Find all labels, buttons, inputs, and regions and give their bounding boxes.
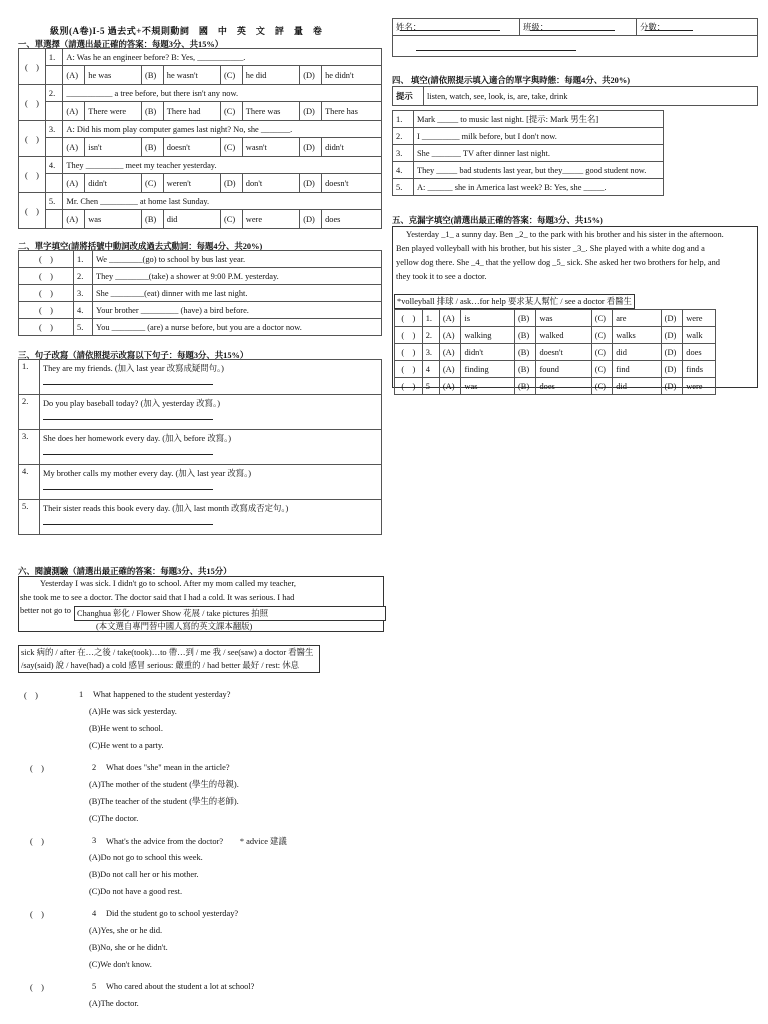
option-letter: (D) bbox=[661, 310, 683, 327]
question-number: 2. bbox=[45, 85, 63, 102]
question-number: 2. bbox=[393, 128, 414, 145]
section2-heading: 二、單字填空(請將括號中動詞改成過去式動詞：每題4分、共20%) bbox=[18, 242, 263, 251]
question-row bbox=[19, 268, 382, 285]
question-number: 1. bbox=[393, 111, 414, 128]
question-text: Mark _____ to music last night. [提示: Mark 男生名] bbox=[414, 111, 664, 128]
question-row bbox=[19, 193, 382, 210]
option-letter: (C) bbox=[220, 138, 242, 157]
option-text[interactable]: he did bbox=[242, 66, 299, 85]
section6-heading: 六、閱讀測驗（請選出最正確的答案：每題3分、共15分） bbox=[18, 567, 232, 576]
option-letter: (B) bbox=[515, 327, 536, 344]
section5-heading: 五、克漏字填空(請選出最正確的答案：每題3分、共15%) bbox=[392, 216, 603, 225]
question-number: 3. bbox=[393, 145, 414, 162]
section1-heading: 一、單選擇（請選出最正確的答案：每題3分、共15%） bbox=[18, 40, 224, 49]
score-label: 分數： bbox=[637, 19, 758, 36]
answer-paren[interactable]: ( ) bbox=[30, 763, 44, 773]
section3-table bbox=[18, 359, 382, 535]
question-row bbox=[19, 360, 382, 395]
option-letter: (C) bbox=[591, 310, 612, 327]
answer-paren[interactable]: ( ) bbox=[19, 302, 74, 319]
question-cell bbox=[40, 465, 382, 500]
section3-heading: 三、句子改寫（請依照提示改寫以下句子：每題3分、共15%） bbox=[18, 351, 249, 360]
question-number: 5. bbox=[19, 500, 40, 535]
section4-table bbox=[392, 110, 664, 196]
option-text[interactable]: finding bbox=[461, 361, 515, 378]
answer-paren[interactable]: ( ) bbox=[395, 327, 423, 344]
answer-option[interactable]: (A)He was sick yesterday. bbox=[89, 707, 177, 716]
option-text[interactable]: does bbox=[536, 378, 591, 395]
answer-line[interactable] bbox=[43, 479, 213, 490]
question-number: 3. bbox=[45, 121, 63, 138]
answer-paren[interactable]: ( ) bbox=[30, 836, 44, 846]
cloze-passage bbox=[396, 228, 756, 284]
option-text[interactable]: did bbox=[613, 344, 661, 361]
class-line bbox=[530, 18, 615, 31]
options-row bbox=[19, 174, 382, 193]
question-row bbox=[19, 319, 382, 336]
option-text[interactable]: he wasn't bbox=[163, 66, 220, 85]
option-text[interactable]: walk bbox=[683, 327, 716, 344]
passage-line: better not go to bbox=[20, 606, 71, 615]
question-text: My brother calls my mother every day. (加入 last year 改寫。) bbox=[43, 469, 252, 478]
answer-line[interactable] bbox=[43, 444, 213, 455]
option-letter: (A) bbox=[63, 66, 85, 85]
section1-table bbox=[18, 48, 382, 229]
option-letter: (D) bbox=[300, 210, 322, 229]
credit-note: (本文選自專門替中國人寫的英文課本翻版) bbox=[96, 622, 253, 631]
vocab-line: sick 病的 / after 在…之後 / take(took)…to 帶…到 / me 我 / see(saw) a doctor 看醫生 bbox=[21, 648, 314, 657]
option-text[interactable]: he didn't bbox=[322, 66, 382, 85]
question-text: Do you play baseball today? (加入 yesterday 改寫。) bbox=[43, 399, 220, 408]
question-number: 1. bbox=[45, 49, 63, 66]
question-row bbox=[395, 378, 716, 395]
question-row bbox=[393, 162, 664, 179]
option-letter: (B) bbox=[515, 361, 536, 378]
question-row bbox=[19, 395, 382, 430]
spacer-cell bbox=[45, 174, 63, 193]
question-number: 4 bbox=[422, 361, 439, 378]
reading-question bbox=[18, 759, 378, 827]
question-number: 5. bbox=[45, 193, 63, 210]
question-row bbox=[395, 310, 716, 327]
question-number: 2. bbox=[422, 327, 439, 344]
question-text: They _____ bad students last year, but they_____ good student now. bbox=[414, 162, 664, 179]
question-row bbox=[19, 157, 382, 174]
option-letter: (B) bbox=[515, 378, 536, 395]
question-text: I _________ milk before, but I don't now. bbox=[414, 128, 664, 145]
answer-option[interactable]: (B)No, she or he didn't. bbox=[89, 943, 168, 952]
option-letter: (A) bbox=[439, 378, 461, 395]
question-text: We ________(go) to school by bus last year. bbox=[93, 251, 382, 268]
option-text[interactable]: find bbox=[613, 361, 661, 378]
option-text[interactable]: did bbox=[163, 210, 220, 229]
question-number: 5. bbox=[74, 319, 93, 336]
option-letter: (B) bbox=[142, 138, 164, 157]
question-number: 5. bbox=[393, 179, 414, 196]
option-text[interactable]: There had bbox=[163, 102, 220, 121]
reading-questions bbox=[18, 686, 378, 1017]
option-text[interactable]: There was bbox=[242, 102, 299, 121]
answer-option[interactable]: (C)Do not have a good rest. bbox=[89, 887, 183, 896]
question-row bbox=[19, 49, 382, 66]
answer-paren[interactable]: ( ) bbox=[19, 251, 74, 268]
question-text: A: ______ she in America last week? B: Yes, she _____. bbox=[414, 179, 664, 196]
spacer-cell bbox=[45, 66, 63, 85]
question-row bbox=[19, 302, 382, 319]
question-row bbox=[19, 121, 382, 138]
question-number: 4. bbox=[393, 162, 414, 179]
option-text[interactable]: walked bbox=[536, 327, 591, 344]
answer-paren[interactable]: ( ) bbox=[30, 982, 44, 992]
question-text: Their sister reads this book every day. (加入 last month 改寫成否定句。) bbox=[43, 504, 289, 513]
answer-paren[interactable]: ( ) bbox=[19, 157, 46, 193]
answer-paren[interactable]: ( ) bbox=[24, 690, 38, 700]
option-text[interactable]: wasn't bbox=[242, 138, 299, 157]
vocab-line: /say(said) 說 / have(had) a cold 感冒 serious: 嚴重的 / had better 最好 / rest: 休息 bbox=[21, 661, 299, 670]
answer-option[interactable]: (A)The doctor. bbox=[89, 999, 139, 1008]
option-text[interactable]: are bbox=[613, 310, 661, 327]
option-letter: (A) bbox=[63, 174, 85, 193]
answer-option[interactable]: (A)The mother of the student (學生的母親). bbox=[89, 780, 239, 789]
option-text[interactable]: There were bbox=[85, 102, 142, 121]
question-row bbox=[19, 285, 382, 302]
answer-paren[interactable]: ( ) bbox=[395, 310, 423, 327]
option-letter: (D) bbox=[300, 102, 322, 121]
passage-line: she took me to see a doctor. The doctor said that I had a cold. It was serious. I had bbox=[20, 592, 295, 602]
question-line bbox=[18, 832, 378, 849]
question-row bbox=[19, 500, 382, 535]
question-number: 2. bbox=[19, 395, 40, 430]
question-text: What does "she" mean in the article? bbox=[106, 763, 230, 772]
question-text: They _________ meet my teacher yesterday. bbox=[63, 157, 382, 174]
options-row bbox=[19, 102, 382, 121]
question-row bbox=[19, 85, 382, 102]
question-row bbox=[393, 145, 664, 162]
option-letter: (D) bbox=[300, 138, 322, 157]
question-row bbox=[19, 251, 382, 268]
class-label: 班級： bbox=[520, 19, 637, 36]
passage-line: yellow dog there. She _4_ that the yellow dog _5_ sick. She asked her two brothers for help, and bbox=[396, 258, 720, 267]
question-cell bbox=[40, 360, 382, 395]
question-cell bbox=[40, 430, 382, 465]
question-text: She ________(eat) dinner with me last night. bbox=[93, 285, 382, 302]
answer-option[interactable]: (B)He went to school. bbox=[89, 724, 163, 733]
option-text[interactable]: does bbox=[683, 344, 716, 361]
answer-line[interactable] bbox=[43, 514, 213, 525]
reading-question bbox=[18, 978, 378, 1012]
answer-paren[interactable]: ( ) bbox=[19, 85, 46, 121]
answer-option[interactable]: (C)The doctor. bbox=[89, 814, 139, 823]
option-letter: (C) bbox=[591, 344, 612, 361]
answer-paren[interactable]: ( ) bbox=[30, 909, 44, 919]
question-line bbox=[18, 759, 378, 776]
option-text[interactable]: didn't bbox=[461, 344, 515, 361]
question-text: What happened to the student yesterday? bbox=[93, 690, 231, 699]
option-letter: (D) bbox=[661, 344, 683, 361]
option-letter: (D) bbox=[661, 378, 683, 395]
answer-paren[interactable]: ( ) bbox=[19, 193, 46, 229]
option-letter: (D) bbox=[661, 361, 683, 378]
question-number: 5 bbox=[92, 982, 97, 991]
question-number: 4. bbox=[74, 302, 93, 319]
spacer-cell bbox=[45, 210, 63, 229]
question-number: 4. bbox=[45, 157, 63, 174]
option-letter: (C) bbox=[220, 66, 242, 85]
question-cell bbox=[40, 395, 382, 430]
question-cell bbox=[40, 500, 382, 535]
question-line bbox=[18, 905, 378, 922]
option-letter: (B) bbox=[142, 66, 164, 85]
option-text[interactable]: weren't bbox=[163, 174, 220, 193]
credit-box: Changhua 彰化 / Flower Show 花展 / take pictures 拍照 bbox=[74, 606, 386, 621]
option-text[interactable]: didn't bbox=[85, 174, 142, 193]
question-number: 5 bbox=[422, 378, 439, 395]
option-letter: (C) bbox=[591, 378, 612, 395]
option-text[interactable]: walks bbox=[613, 327, 661, 344]
option-letter: (B) bbox=[515, 344, 536, 361]
option-letter: (B) bbox=[142, 210, 164, 229]
option-text[interactable]: were bbox=[683, 378, 716, 395]
options-row bbox=[19, 138, 382, 157]
question-number: 1. bbox=[74, 251, 93, 268]
cloze-vocab: *volleyball 排球 / ask…for help 要求某人幫忙 / see a doctor 看醫生 bbox=[394, 294, 635, 309]
option-text[interactable]: There has bbox=[322, 102, 382, 121]
answer-paren[interactable]: ( ) bbox=[19, 285, 74, 302]
answer-paren[interactable]: ( ) bbox=[395, 344, 423, 361]
option-letter: (B) bbox=[142, 102, 164, 121]
option-letter: (C) bbox=[591, 327, 612, 344]
option-text[interactable]: was bbox=[536, 310, 591, 327]
question-number: 4 bbox=[92, 909, 97, 918]
question-text: Mr. Chen _________ at home last Sunday. bbox=[63, 193, 382, 210]
answer-option[interactable]: (C)We don't know. bbox=[89, 960, 152, 969]
question-text: They are my friends. (加入 last year 改寫成疑問句。) bbox=[43, 364, 224, 373]
answer-paren[interactable]: ( ) bbox=[19, 268, 74, 285]
options-row bbox=[19, 66, 382, 85]
hint-table bbox=[392, 86, 758, 106]
section5-table bbox=[394, 309, 716, 395]
option-letter: (A) bbox=[63, 138, 85, 157]
options-row bbox=[19, 210, 382, 229]
option-letter: (B) bbox=[515, 310, 536, 327]
question-number: 2 bbox=[92, 763, 97, 772]
option-text[interactable]: found bbox=[536, 361, 591, 378]
question-row bbox=[395, 344, 716, 361]
question-number: 3. bbox=[74, 285, 93, 302]
question-number: 3 bbox=[92, 836, 97, 845]
question-text: Did the student go to school yesterday? bbox=[106, 909, 239, 918]
hint-label: 提示 bbox=[393, 87, 424, 106]
option-letter: (A) bbox=[439, 361, 461, 378]
question-line bbox=[18, 686, 378, 703]
passage-line: Yesterday _1_ a sunny day. Ben _2_ to the park with his brother and his sister in the afternoon. bbox=[406, 230, 724, 239]
option-text[interactable]: doesn't bbox=[163, 138, 220, 157]
question-text: She _______ TV after dinner last night. bbox=[414, 145, 664, 162]
answer-option[interactable]: (A)Yes, she or he did. bbox=[89, 926, 163, 935]
question-number: 1. bbox=[19, 360, 40, 395]
question-row bbox=[393, 111, 664, 128]
option-text[interactable]: doesn't bbox=[322, 174, 382, 193]
question-row bbox=[395, 327, 716, 344]
name-line bbox=[400, 18, 500, 31]
question-text: ___________ a tree before, but there isn't any now. bbox=[63, 85, 382, 102]
option-text[interactable]: walking bbox=[461, 327, 515, 344]
answer-option[interactable]: (B)The teacher of the student (學生的老師). bbox=[89, 797, 239, 806]
question-number: 1 bbox=[79, 690, 84, 699]
answer-option[interactable]: (B)Do not call her or his mother. bbox=[89, 870, 199, 879]
question-text: They ________(take) a shower at 9:00 P.M. yesterday. bbox=[93, 268, 382, 285]
question-number: 3. bbox=[19, 430, 40, 465]
answer-option[interactable]: (C)He went to a party. bbox=[89, 741, 164, 750]
answer-paren[interactable]: ( ) bbox=[19, 121, 46, 157]
passage-line: they took it to see a doctor. bbox=[396, 272, 487, 281]
answer-line[interactable] bbox=[43, 374, 213, 385]
option-text[interactable]: was bbox=[461, 378, 515, 395]
option-letter: (D) bbox=[300, 174, 322, 193]
question-number: 2. bbox=[74, 268, 93, 285]
score-line bbox=[645, 18, 693, 31]
question-number: 1. bbox=[422, 310, 439, 327]
question-row bbox=[393, 128, 664, 145]
question-number: 3. bbox=[422, 344, 439, 361]
option-text[interactable]: were bbox=[683, 310, 716, 327]
exam-title: 級別(A卷)I-5 過去式+不規則動詞 國 中 英 文 評 量 卷 bbox=[50, 26, 323, 36]
reading-question bbox=[18, 832, 378, 900]
question-text: Who cared about the student a lot at school? bbox=[106, 982, 255, 991]
answer-paren[interactable]: ( ) bbox=[395, 378, 423, 395]
option-text[interactable]: didn't bbox=[322, 138, 382, 157]
passage-line: Ben played volleyball with his brother, but his sister _3_. She played with a white dog and a bbox=[396, 244, 705, 253]
option-letter: (D) bbox=[300, 66, 322, 85]
option-text[interactable]: finds bbox=[683, 361, 716, 378]
reading-question bbox=[18, 905, 378, 973]
question-text: She does her homework every day. (加入 before 改寫。) bbox=[43, 434, 232, 443]
section2-table bbox=[18, 250, 382, 336]
option-text[interactable]: did bbox=[613, 378, 661, 395]
option-letter: (C) bbox=[220, 102, 242, 121]
option-text[interactable]: is bbox=[461, 310, 515, 327]
option-letter: (A) bbox=[439, 327, 461, 344]
answer-paren[interactable]: ( ) bbox=[19, 49, 46, 85]
spacer-cell bbox=[45, 138, 63, 157]
option-letter: (D) bbox=[220, 174, 242, 193]
question-number: 4. bbox=[19, 465, 40, 500]
reading-vocab bbox=[18, 645, 320, 673]
option-text[interactable]: were bbox=[242, 210, 299, 229]
question-text: What's the advice from the doctor? * advice 建議 bbox=[106, 836, 287, 846]
question-text: You ________ (are) a nurse before, but you are a doctor now. bbox=[93, 319, 382, 336]
option-text[interactable]: isn't bbox=[85, 138, 142, 157]
option-letter: (A) bbox=[63, 102, 85, 121]
answer-option[interactable]: (A)Do not go to school this week. bbox=[89, 853, 203, 862]
section4-heading: 四、 填空(請依照提示填入適合的單字與時態：每題4分、共20%) bbox=[392, 76, 630, 85]
option-letter: (C) bbox=[142, 174, 164, 193]
hint-words: listen, watch, see, look, is, are, take, drink bbox=[424, 87, 758, 106]
answer-paren[interactable]: ( ) bbox=[395, 361, 423, 378]
question-row bbox=[19, 465, 382, 500]
option-letter: (A) bbox=[63, 210, 85, 229]
question-row bbox=[395, 361, 716, 378]
option-text[interactable]: does bbox=[322, 210, 382, 229]
option-letter: (C) bbox=[220, 210, 242, 229]
question-text: A: Was he an engineer before? B: Yes, ___________. bbox=[63, 49, 382, 66]
name-label: 姓名： bbox=[393, 19, 520, 36]
option-text[interactable]: doesn't bbox=[536, 344, 591, 361]
question-row bbox=[393, 179, 664, 196]
question-text: A: Did his mom play computer games last night? No, she _______. bbox=[63, 121, 382, 138]
option-text[interactable]: was bbox=[85, 210, 142, 229]
option-text[interactable]: don't bbox=[242, 174, 299, 193]
option-letter: (A) bbox=[439, 310, 461, 327]
option-letter: (A) bbox=[439, 344, 461, 361]
passage-line: Yesterday I was sick. I didn't go to school. After my mom called my teacher, bbox=[40, 579, 296, 588]
option-letter: (C) bbox=[591, 361, 612, 378]
reading-question bbox=[18, 686, 378, 754]
answer-line[interactable] bbox=[43, 409, 213, 420]
option-text[interactable]: he was bbox=[85, 66, 142, 85]
question-row bbox=[19, 430, 382, 465]
answer-paren[interactable]: ( ) bbox=[19, 319, 74, 336]
answer-line bbox=[416, 50, 576, 51]
question-text: Your brother _________ (have) a bird before. bbox=[93, 302, 382, 319]
question-line bbox=[18, 978, 378, 995]
spacer-cell bbox=[45, 102, 63, 121]
option-letter: (D) bbox=[661, 327, 683, 344]
